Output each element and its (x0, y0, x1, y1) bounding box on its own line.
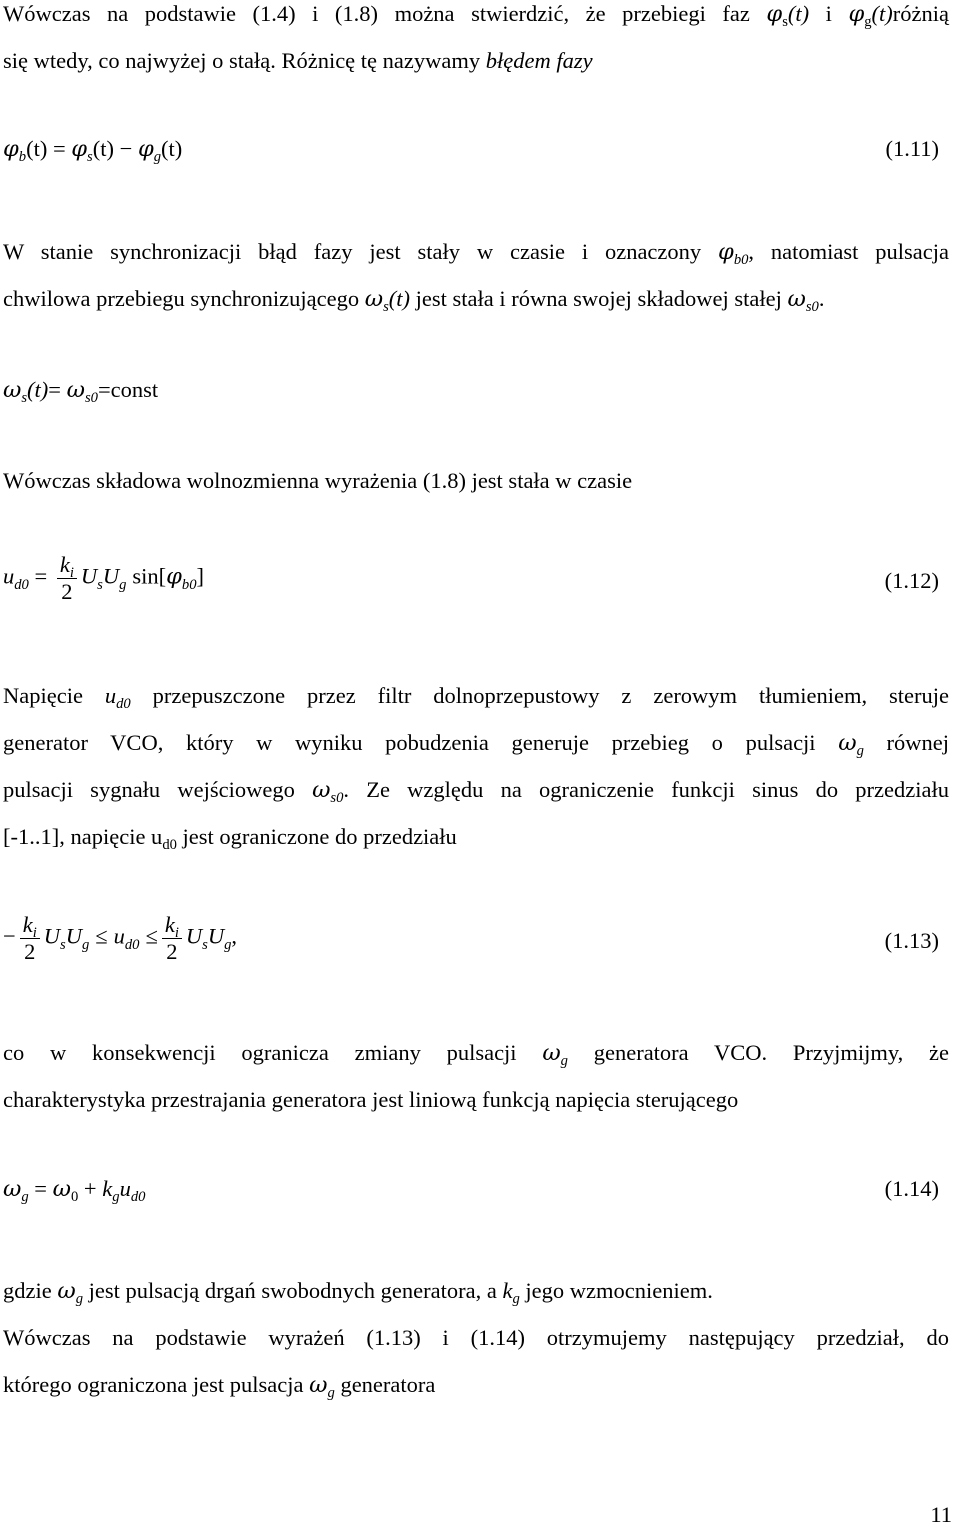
equation-omega-const: $\omega_s(t)=$ $\omega_{s0}=const$ (3, 377, 159, 407)
paragraph-interval-line1: Wówczas na podstawie wyrażeń (1.13) i (1.14) otrzymujemy następujący przedział, do (3, 1325, 949, 1350)
paragraph-free-oscillation: gdzie $\omega_g$ jest pulsacją drgań swobodnych generatora, a $k_g$ jego wzmocnieniem. (3, 1278, 713, 1308)
equation-1-14-number: (1.14) (884, 1176, 939, 1201)
paragraph-phase-difference: Wówczas na podstawie (1.4) i (1.8) można stwierdzić, że przebiegi faz $\varphi_s(t)$ i $\varphi_g(t)różnią$ (3, 1, 949, 31)
paragraph-voltage-line1: Napięcie $u_{d0}$ przepuszczone przez filtr dolnoprzepustowy z zerowym tłumieniem, steruje (3, 683, 949, 713)
equation-1-14 (3, 1176, 949, 1236)
equation-1-13-math: − $\frac{k_i}{2}$ $U_sU_g \le u_{d0}$ ≤ $\frac{k_i}{2}$ $U_sU_g$, (3, 912, 238, 964)
fraction-ki-over-2-right: $\frac{k_i}{2}$ (162, 912, 182, 965)
paragraph-consequence-line2: charakterystyka przestrajania generatora jest liniową funkcją napięcia sterującego (3, 1087, 739, 1112)
paragraph-phase-difference-line2: się wtedy, co najwyżej o stałą. Różnicę tę nazywamy błędem fazy (3, 48, 593, 73)
equation-1-14-math: $\omega_g = \omega_0 + k_gu_{d0}$ (3, 1176, 146, 1206)
equation-1-13-number: (1.13) (884, 928, 939, 953)
paragraph-sync-state-line2: chwilowa przebiegu synchronizującego $\omega_s(t)$ jest stała i równa swojej składowej stałej $\omega_{s0}$. (3, 286, 825, 316)
paragraph-sync-state: W stanie synchronizacji błąd fazy jest stały w czasie i oznaczony $\varphi_{b0}$, natomiast pulsacja (3, 239, 950, 269)
paragraph-voltage-line2: generator VCO, który w wyniku pobudzenia generuje przebieg o pulsacji $\omega_g$ równej (3, 730, 949, 760)
equation-1-13 (3, 912, 949, 976)
equation-1-12 (3, 552, 949, 616)
page-number: 11 (930, 1502, 952, 1527)
paragraph-voltage-line4: [-1..1], napięcie $u_{d0}$ jest ograniczone do przedziału (3, 824, 457, 854)
equation-1-11 (3, 136, 949, 196)
fraction-ki-over-2-left: $\frac{k_i}{2}$ (20, 912, 40, 965)
equation-1-12-number: (1.12) (884, 568, 939, 593)
paragraph-voltage-line3: pulsacji sygnału wejściowego $\omega_{s0}$. Ze względu na ograniczenie funkcji sinus do przedziału (3, 777, 949, 807)
equation-1-11-number: (1.11) (885, 136, 939, 161)
fraction-ki-over-2: $\frac{k_i}{2}$ (57, 552, 77, 605)
paragraph-consequence-line1: co w konsekwencji ogranicza zmiany pulsacji $\omega_g$ generatora VCO. Przyjmijmy, że (3, 1040, 949, 1070)
equation-1-12-math: $u_{d0}$ = $\frac{k_i}{2}$ $U_sU_g$ $\sin[\varphi_{b0}]$ (3, 552, 205, 604)
paragraph-slow-component: Wówczas składowa wolnozmienna wyrażenia (1.8) jest stała w czasie (3, 468, 633, 493)
paragraph-interval-line2: którego ograniczona jest pulsacja $\omega_g$ generatora (3, 1372, 436, 1402)
equation-1-11-math: $\varphi_b(t) = \varphi_s(t) - \varphi_g(t)$ (3, 136, 183, 166)
